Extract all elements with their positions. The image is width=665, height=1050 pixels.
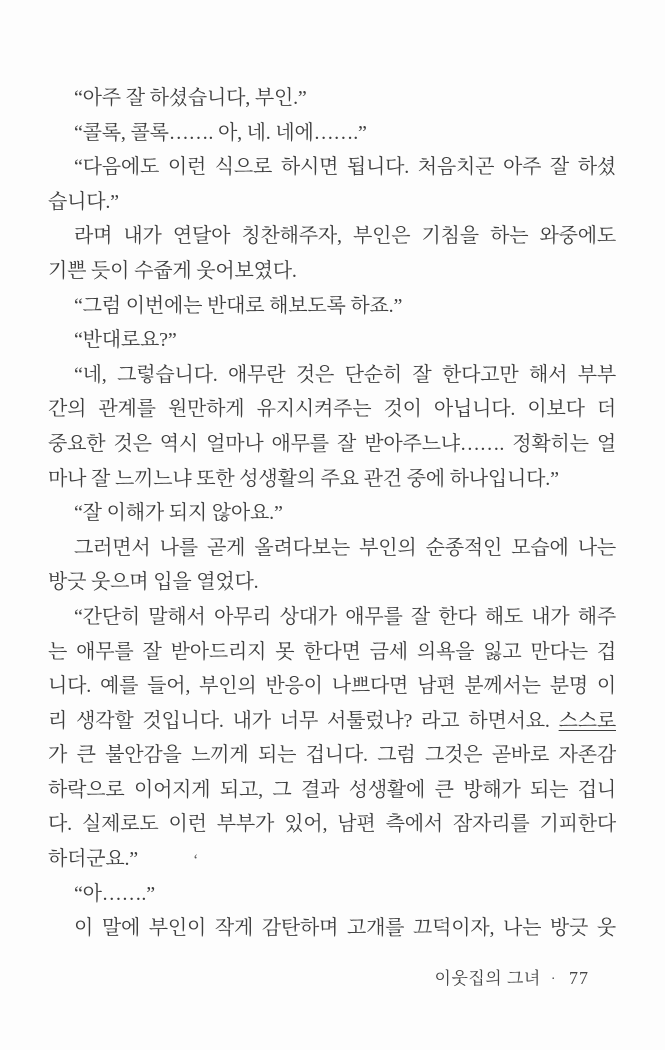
text-line-content: 하락으로 이어지게 되고, 그 결과 성생활에 큰 방해가 되는 겁니	[48, 778, 616, 801]
text-line	[48, 427, 616, 462]
text-line	[48, 738, 616, 773]
text-line	[48, 150, 616, 185]
text-line	[48, 462, 616, 497]
text-line-content: 간의 관계를 원만하게 유지시켜주는 것이 아닙니다. 이보다 더	[48, 398, 616, 421]
text-line	[48, 81, 616, 116]
text-line	[48, 358, 616, 393]
text-line	[48, 496, 616, 531]
text-line	[48, 911, 616, 946]
text-line	[48, 254, 616, 289]
stray-quote-mark: ‘	[192, 852, 199, 870]
text-line-content: “아주 잘 하셨습니다, 부인.”	[74, 87, 307, 109]
text-line	[48, 807, 616, 842]
text-line	[48, 392, 616, 427]
text-line-content: “간단히 말해서 아무리 상대가 애무를 잘 한다 해도 내가 해주	[74, 605, 616, 628]
text-line-content: 기쁜 듯이 수줍게 웃어보였다.	[48, 259, 297, 282]
text-line	[48, 323, 616, 358]
text-line	[48, 842, 616, 877]
text-line-content: “그럼 이번에는 반대로 해보도록 하죠.”	[74, 294, 403, 317]
text-line-content: “아…….”	[74, 882, 155, 905]
text-line-content: “콜록, 콜록……. 아, 네. 네에…….”	[74, 121, 367, 144]
text-line	[48, 704, 616, 739]
underlined-word: 스스로	[558, 709, 616, 732]
text-line	[48, 565, 616, 600]
text-line-content: 습니다.”	[48, 190, 119, 213]
text-line-content: 니다. 예를 들어, 부인의 반응이 나쁘다면 남편 분께서는 분명 이	[48, 675, 616, 698]
text-line	[48, 877, 616, 912]
text-line	[48, 773, 616, 808]
page-number: 77	[569, 968, 589, 988]
text-line-content: 는 애무를 잘 받아드리지 못 한다면 금세 의욕을 잃고 만다는 겁	[48, 640, 616, 663]
text-line	[48, 600, 616, 635]
text-line-content: 중요한 것은 역시 얼마나 애무를 잘 받아주느냐……. 정확히는 얼	[48, 432, 616, 455]
text-line-content: 라며 내가 연달아 칭찬해주자, 부인은 기침을 하는 와중에도	[74, 225, 616, 248]
text-line-content: 가 큰 불안감을 느끼게 되는 겁니다. 그럼 그것은 곧바로 자존감	[48, 744, 616, 767]
text-line	[48, 116, 616, 151]
text-block	[48, 81, 616, 946]
text-line-content: 하더군요.”	[48, 848, 138, 871]
text-line-content: 리 생각할 것입니다. 내가 너무 서툴렀나? 라고 하면서요.	[48, 709, 559, 732]
text-line-content: “네, 그렇습니다. 애무란 것은 단순히 잘 한다고만 해서 부부	[74, 363, 616, 386]
text-line	[48, 219, 616, 254]
text-line-content: “반대로요?”	[74, 329, 177, 352]
text-line	[48, 669, 616, 704]
text-line	[48, 531, 616, 566]
text-line	[48, 185, 616, 220]
text-line-content: 마나 잘 느끼느냐 또한 성생활의 주요 관건 중에 하나입니다.”	[48, 467, 559, 490]
book-title: 이웃집의 그녀	[434, 969, 541, 988]
text-line-content: “다음에도 이런 식으로 하시면 됩니다. 처음치곤 아주 잘 하셨	[74, 156, 616, 179]
text-line-content: 방긋 웃으며 입을 열었다.	[48, 571, 259, 594]
text-line-content: “잘 이해가 되지 않아요.”	[74, 502, 283, 525]
text-line-content: 다. 실제로도 이런 부부가 있어, 남편 측에서 잠자리를 기피한다	[48, 813, 616, 836]
footer-separator-dot: ·	[550, 972, 556, 987]
text-line-content: 이 말에 부인이 작게 감탄하며 고개를 끄덕이자, 나는 방긋 웃	[74, 917, 616, 940]
text-line-content: 그러면서 나를 곧게 올려다보는 부인의 순종적인 모습에 나는	[74, 536, 616, 559]
text-line	[48, 635, 616, 670]
text-line	[48, 289, 616, 324]
page-footer	[435, 964, 589, 989]
